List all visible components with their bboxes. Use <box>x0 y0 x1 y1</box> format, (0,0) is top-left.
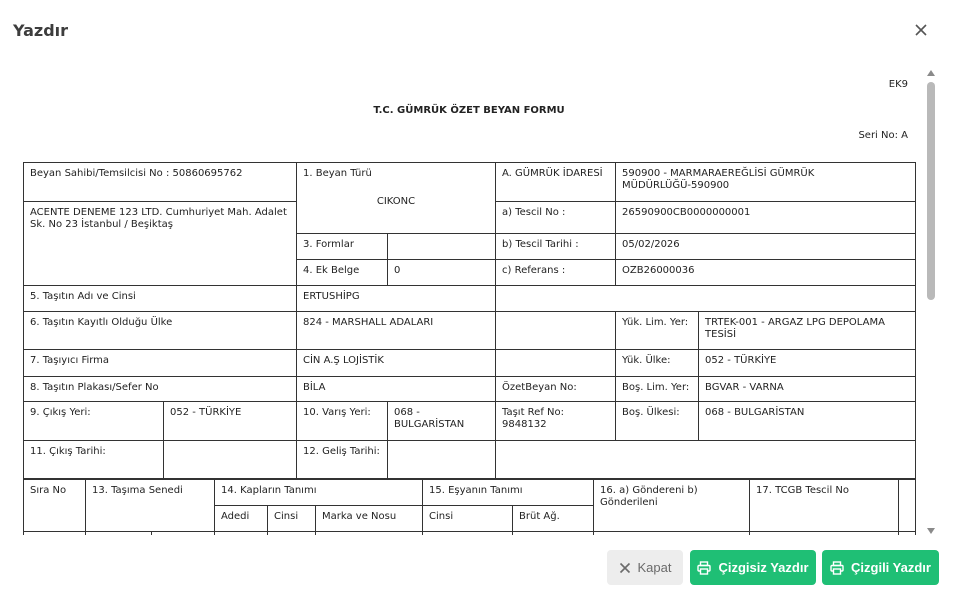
gumruk-idaresi-label: A. GÜMRÜK İDARESİ <box>496 163 616 202</box>
plaka-label: 8. Taşıtın Plakası/Sefer No <box>24 377 297 402</box>
cikis-tarihi-value <box>164 441 297 479</box>
yuk-ulke-label: Yük. Ülke: <box>616 350 699 377</box>
tasit-adi-value: ERTUSHİPG <box>297 286 496 312</box>
gumruk-idaresi-value: 590900 - MARMARAEREĞLİSİ GÜMRÜK MÜDÜRLÜĞÜ-590900 <box>616 163 916 202</box>
goods-cell <box>24 532 86 536</box>
goods-cell <box>423 532 513 536</box>
goods-cell <box>594 532 750 536</box>
vertical-scrollbar[interactable] <box>924 68 938 536</box>
bos-ulkesi-label: Boş. Ülkesi: <box>616 402 699 441</box>
empty-cell <box>899 480 916 532</box>
empty-cell <box>496 441 916 479</box>
bos-lim-yer-value: BGVAR - VARNA <box>699 377 916 402</box>
form-title: T.C. GÜMRÜK ÖZET BEYAN FORMU <box>373 105 565 116</box>
cikis-yeri-value: 052 - TÜRKİYE <box>164 402 297 441</box>
ek-label: EK9 <box>888 79 908 90</box>
brut-ag-header: Brüt Ağ. <box>513 506 594 532</box>
beyan-sahibi: Beyan Sahibi/Temsilcisi No : 50860695762 <box>24 163 297 202</box>
beyan-turu-value: CIKONC <box>376 196 416 207</box>
tasit-adi-label: 5. Taşıtın Adı ve Cinsi <box>24 286 297 312</box>
goods-cell <box>86 532 152 536</box>
goods-cell <box>268 532 316 536</box>
cikis-tarihi-label: 11. Çıkış Tarihi: <box>24 441 164 479</box>
goods-cell <box>316 532 423 536</box>
tescil-no-label: a) Tescil No : <box>496 202 616 234</box>
varis-yeri-value: 068 - BULGARİSTAN <box>388 402 496 441</box>
print-without-lines-button[interactable] <box>690 550 816 585</box>
beyan-turu-cell <box>297 163 496 234</box>
marka-nosu-header: Marka ve Nosu <box>316 506 423 532</box>
yuk-lim-yer-label: Yük. Lim. Yer: <box>616 312 699 350</box>
close-button-label: Kapat <box>637 560 672 575</box>
seri-no: Seri No: A <box>858 130 908 141</box>
tasima-senedi-header: 13. Taşıma Senedi <box>86 480 215 532</box>
cinsi-header: Cinsi <box>268 506 316 532</box>
bos-ulkesi-value: 068 - BULGARİSTAN <box>699 402 916 441</box>
ek-belge-value: 0 <box>388 260 496 286</box>
sira-no-header: Sıra No <box>24 480 86 532</box>
kayitli-ulke-value: 824 - MARSHALL ADALARI <box>297 312 496 350</box>
yuk-ulke-value: 052 - TÜRKİYE <box>699 350 916 377</box>
kaplarin-tanimi-header: 14. Kapların Tanımı <box>215 480 423 506</box>
yuk-lim-yer-value: TRTEK-001 - ARGAZ LPG DEPOLAMA TESİSİ <box>699 312 916 350</box>
tasit-ref-no: Taşıt Ref No: 9848132 <box>496 402 616 441</box>
tescil-tarihi-value: 05/02/2026 <box>616 234 916 260</box>
tcgb-header: 17. TCGB Tescil No <box>750 480 899 532</box>
scroll-down-icon[interactable] <box>927 528 935 534</box>
empty-cell <box>496 312 616 350</box>
print-preview <box>0 68 923 535</box>
close-icon <box>619 562 631 574</box>
dialog-title: Yazdır <box>13 21 69 40</box>
print-with-lines-button[interactable] <box>822 550 939 585</box>
gelis-tarihi-value <box>388 441 496 479</box>
referans-label: c) Referans : <box>496 260 616 286</box>
tasiyici-value: CİN A.Ş LOJİSTİK <box>297 350 496 377</box>
acente-address: ACENTE DENEME 123 LTD. Cumhuriyet Mah. Adalet Sk. No 23 İstanbul / Beşiktaş <box>24 202 297 286</box>
print-without-lines-label: Çizgisiz Yazdır <box>718 560 809 575</box>
print-with-lines-label: Çizgili Yazdır <box>851 560 931 575</box>
tescil-no-value: 26590900CB0000000001 <box>616 202 916 234</box>
empty-cell <box>496 350 616 377</box>
formlar-value <box>388 234 496 260</box>
varis-yeri-label: 10. Varış Yeri: <box>297 402 388 441</box>
goods-cell <box>513 532 594 536</box>
tescil-tarihi-label: b) Tescil Tarihi : <box>496 234 616 260</box>
close-button[interactable] <box>607 550 683 585</box>
close-icon[interactable] <box>912 21 930 39</box>
tasiyici-label: 7. Taşıyıcı Firma <box>24 350 297 377</box>
scroll-thumb[interactable] <box>927 82 935 300</box>
goods-cell <box>152 532 215 536</box>
kayitli-ulke-label: 6. Taşıtın Kayıtlı Olduğu Ülke <box>24 312 297 350</box>
gelis-tarihi-label: 12. Geliş Tarihi: <box>297 441 388 479</box>
declaration-table <box>23 162 916 479</box>
cikis-yeri-label: 9. Çıkış Yeri: <box>24 402 164 441</box>
formlar-label: 3. Formlar <box>297 234 388 260</box>
empty-cell <box>496 286 916 312</box>
esyanin-tanimi-header: 15. Eşyanın Tanımı <box>423 480 594 506</box>
adedi-header: Adedi <box>215 506 268 532</box>
ozet-beyan-no-label: ÖzetBeyan No: <box>496 377 616 402</box>
printer-icon <box>830 561 844 575</box>
referans-value: OZB26000036 <box>616 260 916 286</box>
goods-cell <box>215 532 268 536</box>
beyan-turu-label: 1. Beyan Türü <box>303 168 372 179</box>
goods-cell <box>899 532 916 536</box>
plaka-value: BİLA <box>297 377 496 402</box>
gonderen-header: 16. a) Göndereni b) Gönderileni <box>594 480 750 532</box>
scroll-up-icon[interactable] <box>927 70 935 76</box>
bos-lim-yer-label: Boş. Lim. Yer: <box>616 377 699 402</box>
printer-icon <box>697 561 711 575</box>
goods-cell <box>750 532 899 536</box>
esya-cinsi-header: Cinsi <box>423 506 513 532</box>
goods-table <box>23 479 916 535</box>
ek-belge-label: 4. Ek Belge <box>297 260 388 286</box>
